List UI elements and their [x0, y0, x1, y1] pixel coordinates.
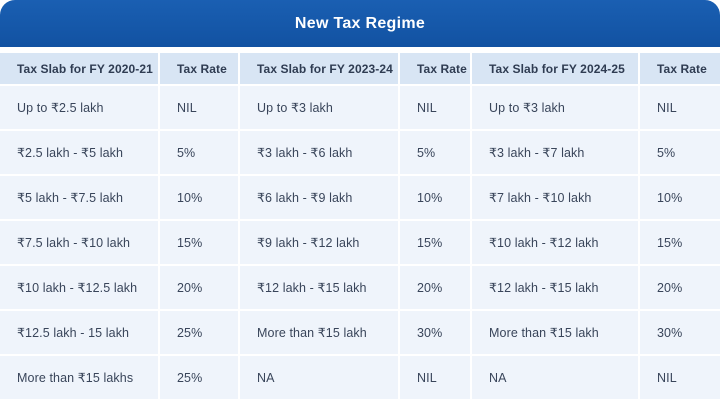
table-cell: ₹2.5 lakh - ₹5 lakh	[0, 131, 160, 176]
table-cell: 30%	[400, 311, 472, 356]
table-cell: 5%	[400, 131, 472, 176]
table-cell: 20%	[640, 266, 720, 311]
table-cell: NIL	[640, 356, 720, 401]
table-cell: More than ₹15 lakh	[472, 311, 640, 356]
table-cell: 20%	[400, 266, 472, 311]
table-cell: NIL	[400, 356, 472, 401]
table-cell: 5%	[160, 131, 240, 176]
table-cell: NIL	[160, 86, 240, 131]
table-cell: 20%	[160, 266, 240, 311]
tax-table	[0, 53, 720, 401]
table-cell: Up to ₹2.5 lakh	[0, 86, 160, 131]
column-header: Tax Rate	[640, 53, 720, 86]
table-cell: ₹12 lakh - ₹15 lakh	[472, 266, 640, 311]
table-cell: 15%	[400, 221, 472, 266]
table-cell: 30%	[640, 311, 720, 356]
column-header: Tax Rate	[160, 53, 240, 86]
table-cell: ₹12.5 lakh - 15 lakh	[0, 311, 160, 356]
table-cell: ₹5 lakh - ₹7.5 lakh	[0, 176, 160, 221]
table-cell: ₹12 lakh - ₹15 lakh	[240, 266, 400, 311]
table-cell: 25%	[160, 356, 240, 401]
column-header: Tax Slab for FY 2024-25	[472, 53, 640, 86]
table-cell: ₹3 lakh - ₹6 lakh	[240, 131, 400, 176]
table-cell: NIL	[640, 86, 720, 131]
table-cell: 10%	[160, 176, 240, 221]
column-header: Tax Slab for FY 2020-21	[0, 53, 160, 86]
table-cell: ₹7.5 lakh - ₹10 lakh	[0, 221, 160, 266]
table-cell: ₹6 lakh - ₹9 lakh	[240, 176, 400, 221]
table-cell: ₹10 lakh - ₹12 lakh	[472, 221, 640, 266]
table-cell: ₹10 lakh - ₹12.5 lakh	[0, 266, 160, 311]
table-cell: Up to ₹3 lakh	[240, 86, 400, 131]
table-cell: NIL	[400, 86, 472, 131]
column-header: Tax Rate	[400, 53, 472, 86]
table-cell: NA	[472, 356, 640, 401]
table-cell: 25%	[160, 311, 240, 356]
table-cell: ₹9 lakh - ₹12 lakh	[240, 221, 400, 266]
table-cell: ₹7 lakh - ₹10 lakh	[472, 176, 640, 221]
table-cell: 5%	[640, 131, 720, 176]
table-cell: 10%	[640, 176, 720, 221]
table-cell: 10%	[400, 176, 472, 221]
title-bar	[0, 0, 720, 47]
table-cell: ₹3 lakh - ₹7 lakh	[472, 131, 640, 176]
table-cell: 15%	[640, 221, 720, 266]
table-cell: More than ₹15 lakh	[240, 311, 400, 356]
page-title: New Tax Regime	[294, 14, 426, 32]
table-cell: More than ₹15 lakhs	[0, 356, 160, 401]
table-cell: Up to ₹3 lakh	[472, 86, 640, 131]
table-cell: NA	[240, 356, 400, 401]
table-cell: 15%	[160, 221, 240, 266]
column-header: Tax Slab for FY 2023-24	[240, 53, 400, 86]
